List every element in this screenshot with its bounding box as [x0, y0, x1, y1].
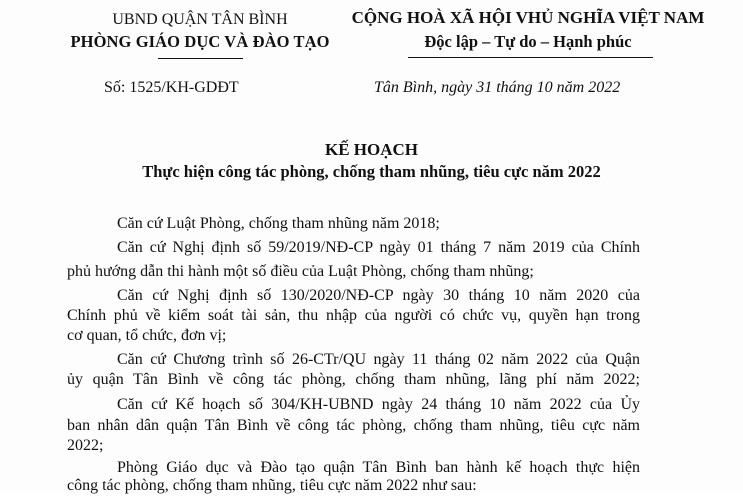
body-line: ủy quận Tân Bình về công tác phòng, chống tham nhũng, lãng phí năm 2022;	[67, 371, 640, 388]
body-line: Phòng Giáo dục và Đào tạo quận Tân Bình ban hành kế hoạch thực hiện	[117, 459, 640, 476]
place-and-date: Tân Bình, ngày 31 tháng 10 năm 2022	[374, 79, 621, 96]
department-name: PHÒNG GIÁO DỤC VÀ ĐÀO TẠO	[70, 32, 330, 51]
body-line: Căn cứ Luật Phòng, chống tham nhũng năm 2018;	[117, 215, 440, 232]
body-line: ban nhân dân quận Tân Bình về công tác phòng, chống tham nhũng, tiêu cực năm	[67, 417, 640, 434]
body-line: Căn cứ Kế hoạch số 304/KH-UBND ngày 24 tháng 10 năm 2022 của Ủy	[117, 396, 640, 413]
body-line: Căn cứ Nghị định số 59/2019/NĐ-CP ngày 01 tháng 7 năm 2019 của Chính	[117, 239, 640, 256]
issuing-agency: UBND QUẬN TÂN BÌNH	[112, 11, 288, 28]
body-line: Căn cứ Nghị định số 130/2020/NĐ-CP ngày 30 tháng 10 năm 2020 của	[117, 287, 640, 304]
motto-underline	[408, 57, 653, 58]
document-subtitle: Thực hiện công tác phòng, chống tham nhũng, tiêu cực năm 2022	[142, 162, 601, 181]
body-line: 2022;	[67, 437, 104, 454]
body-line: Chính phủ về kiểm soát tài sản, thu nhập của người có chức vụ, quyền hạn trong	[67, 307, 640, 324]
department-underline	[158, 58, 243, 59]
national-title: CỘNG HOÀ XÃ HỘI VHỦ NGHĨA VIỆT NAM	[351, 8, 705, 27]
body-line: phủ hướng dẫn thi hành một số điều của Luật Phòng, chống tham nhũng;	[67, 263, 534, 280]
national-motto: Độc lập – Tự do – Hạnh phúc	[424, 32, 632, 51]
body-line: Căn cứ Chương trình số 26-CTr/QU ngày 11 tháng 02 năm 2022 của Quận	[117, 351, 640, 368]
document-title: KẾ HOẠCH	[324, 140, 419, 159]
body-line: công tác phòng, chống tham nhũng, tiêu cực năm 2022 như sau:	[67, 477, 477, 494]
body-line: cơ quan, tổ chức, đơn vị;	[67, 327, 227, 344]
document-number: Số: 1525/KH-GDĐT	[104, 79, 239, 96]
